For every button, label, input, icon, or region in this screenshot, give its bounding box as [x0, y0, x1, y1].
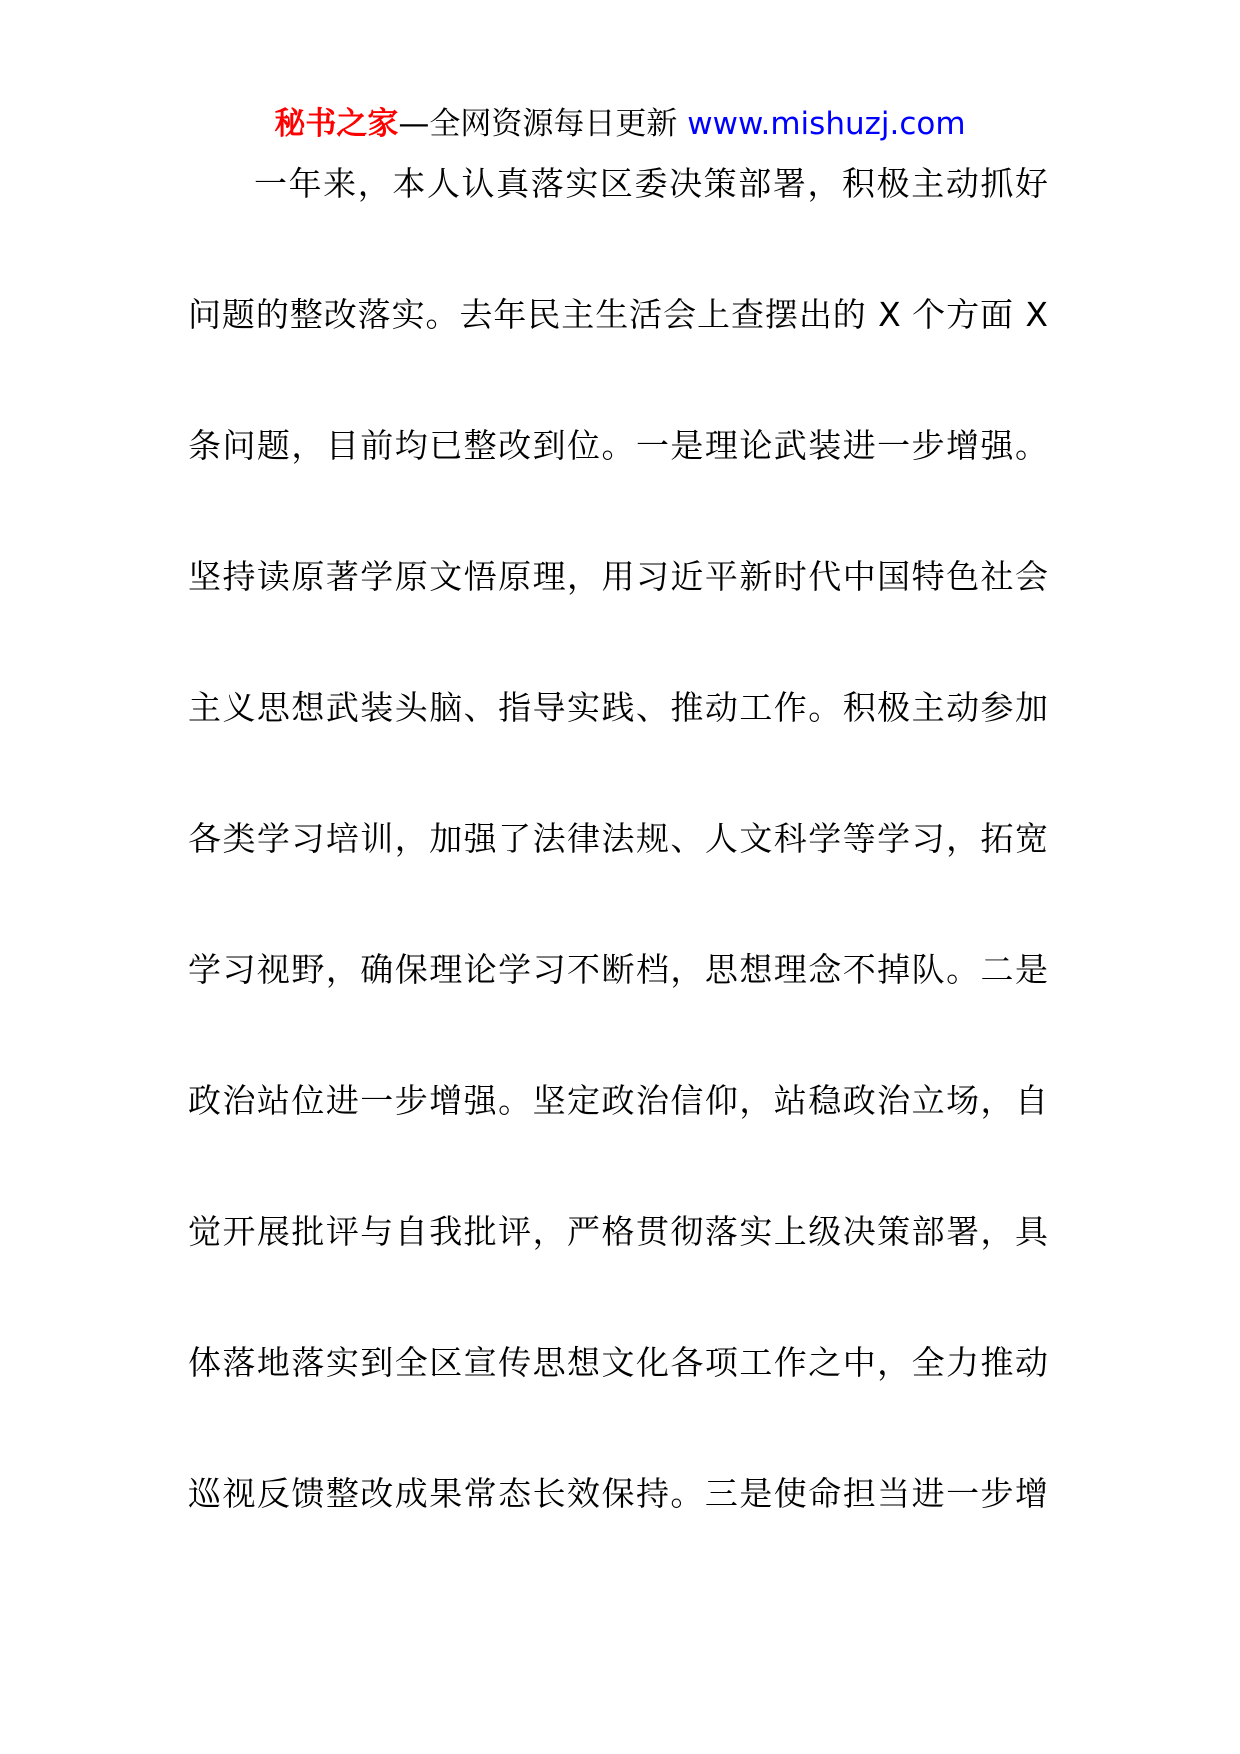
- text-line: 主义思想武装头脑、指导实践、推动工作。积极主动参加: [188, 688, 1048, 727]
- document-body: [188, 160, 1048, 1601]
- text-line: 巡视反馈整改成果常态长效保持。三是使命担当进一步增: [188, 1474, 1048, 1513]
- site-brand: 秘书之家: [274, 106, 399, 142]
- site-header: [0, 102, 1240, 146]
- text-line: 学习视野，确保理论学习不断档，思想理念不掉队。二是: [188, 950, 1048, 989]
- text-line: 体落地落实到全区宣传思想文化各项工作之中，全力推动: [188, 1343, 1048, 1382]
- text-line: 政治站位进一步增强。坚定政治信仰，站稳政治立场，自: [188, 1081, 1048, 1120]
- text-line: 问题的整改落实。去年民主生活会上查摆出的 X 个方面 X: [188, 295, 1048, 334]
- text-line: 各类学习培训，加强了法律法规、人文科学等学习，拓宽: [188, 819, 1048, 858]
- text-line: 觉开展批评与自我批评，严格贯彻落实上级决策部署，具: [188, 1212, 1048, 1251]
- site-tagline: —全网资源每日更新: [398, 106, 688, 142]
- text-line: 坚持读原著学原文悟原理，用习近平新时代中国特色社会: [188, 557, 1048, 596]
- text-line: 一年来，本人认真落实区委决策部署，积极主动抓好: [254, 164, 1048, 203]
- text-line: 条问题，目前均已整改到位。一是理论武装进一步增强。: [188, 426, 1048, 465]
- site-url-link[interactable]: www.mishuzj.com: [687, 106, 966, 142]
